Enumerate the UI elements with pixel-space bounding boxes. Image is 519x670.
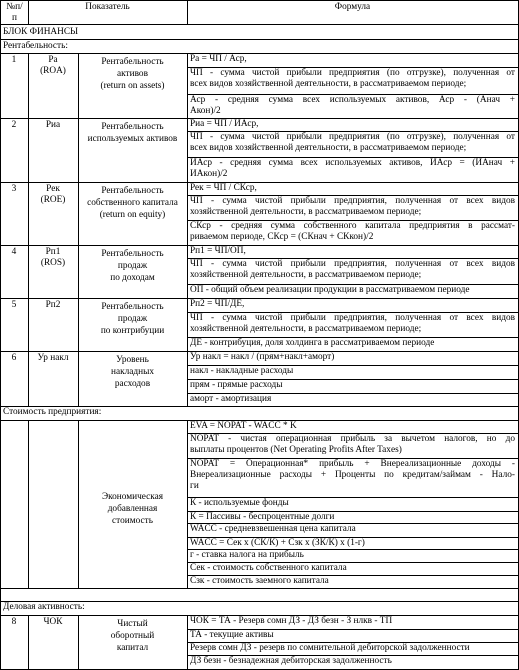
indicator-name: по контрибуции xyxy=(100,326,165,336)
indicator-code: (ROS) xyxy=(40,258,66,268)
grid-line-h xyxy=(0,351,519,352)
formula-line: ИАкон)/2 xyxy=(190,169,228,179)
indicator-name: Рентабельность xyxy=(101,302,164,312)
formula-line: NOPAT = Операционная* прибыль + Внереализационные доходы - xyxy=(190,459,515,469)
formula-line: всех видов хозяйственной деятельности, в рассматриваемом периоде; xyxy=(190,79,467,89)
indicator-name: продаж xyxy=(117,261,148,271)
indicator-name: Рентабельность xyxy=(101,249,164,259)
indicator-code: Ра xyxy=(48,55,58,65)
indicator-name: оборотный xyxy=(110,631,155,641)
formula-line: Рп1 = ЧП/ОП, xyxy=(190,246,246,256)
row-number: 2 xyxy=(11,120,17,130)
indicator-code: (ROA) xyxy=(40,66,66,76)
formula-line: хозяйственной деятельности, в рассматриваемом периоде; xyxy=(190,270,422,280)
row-number: 4 xyxy=(11,247,17,257)
row-number: 8 xyxy=(11,617,17,627)
indicator-name: по доходам xyxy=(110,273,155,283)
row-number: 1 xyxy=(11,55,17,65)
formula-line: хозяйственной деятельности, в рассматриваемом периоде; xyxy=(190,324,422,334)
formula-line: ДЗ безн - безнадежная дебиторская задолженность xyxy=(190,656,392,666)
formula-line: Рек = ЧП / СКср, xyxy=(190,183,257,193)
grid-line-v xyxy=(28,420,29,588)
indicator-code: (ROE) xyxy=(40,195,66,205)
formula-line: К = Пассивы - беспроцентные долги xyxy=(190,512,335,522)
grid-line-h xyxy=(0,182,519,183)
indicator-name: продаж xyxy=(117,314,148,324)
grid-line-h xyxy=(0,245,519,246)
grid-line-v xyxy=(187,298,188,351)
formula-line: ги xyxy=(190,481,199,491)
indicator-name: собственного капитала xyxy=(87,198,178,208)
indicator-name: накладных xyxy=(111,367,154,377)
grid-line-v xyxy=(0,0,1,24)
formula-line: Риа = ЧП / ИАср, xyxy=(190,119,259,129)
indicator-name: добавленная xyxy=(107,504,158,514)
formula-line: СКср - средняя сумма собственного капитала предприятия в рассмат- xyxy=(190,221,515,231)
header-formula: Формула xyxy=(334,2,371,12)
grid-line-v xyxy=(0,588,1,615)
formula-line: Сек - стоимость собственного капитала xyxy=(190,563,347,573)
formula-line: ЧП - сумма чистой прибыли предприятия, полученная от всех видов xyxy=(190,313,515,323)
formula-line: ЧП - сумма чистой прибыли предприятия, полученная от всех видов xyxy=(190,259,515,269)
indicator-name: стоимость xyxy=(112,516,153,526)
indicator-code: ЧОК xyxy=(43,617,63,627)
indicator-name: Рентабельность xyxy=(101,186,164,196)
indicator-name: (return on equity) xyxy=(99,210,166,220)
formula-line: ИАср - средняя сумма всех используемых активов, ИАср = (ИАнач + xyxy=(190,158,515,168)
section-enterprise-value: Стоимость предприятия: xyxy=(3,407,102,417)
formula-line: К - используемые фонды xyxy=(190,498,289,508)
grid-line-v xyxy=(28,0,29,24)
grid-line-h xyxy=(0,420,519,421)
formula-line: прям - прямые расходы xyxy=(190,380,283,390)
formula-line: всех видов хозяйственной деятельности, в рассматриваемом периоде; xyxy=(190,143,467,153)
grid-line-v xyxy=(0,406,1,420)
formula-line: Ра = ЧП / Аср, xyxy=(190,54,247,64)
header-num: п xyxy=(12,13,17,23)
indicator-code: Рп2 xyxy=(45,300,61,310)
formula-line: Аср - средняя сумма всех используемых активов, Аср - (Анач + xyxy=(190,95,515,105)
formula-line: хозяйственной деятельности, в рассматриваемом периоде; xyxy=(190,207,422,217)
row-number: 3 xyxy=(11,184,17,194)
indicator-code: Риа xyxy=(45,120,61,130)
grid-line-h xyxy=(0,588,519,589)
grid-line-h xyxy=(0,39,519,40)
indicator-name: Рентабельность xyxy=(101,122,164,132)
formula-line: выплаты процентов (Net Operating Profits After Taxes) xyxy=(190,445,402,455)
grid-line-v xyxy=(0,24,1,39)
formula-line: Резерв сомн ДЗ - резерв по сомнительной дебиторской задолженности xyxy=(190,643,470,653)
grid-line-v xyxy=(187,182,188,245)
formula-line: риваемом периоде, СКср = (СКнач + СКкон)/2 xyxy=(190,232,374,242)
grid-line-h xyxy=(0,298,519,299)
formula-line: Акон)/2 xyxy=(190,106,221,116)
formula-line: Сзк - стоимость заемного капитала xyxy=(190,576,329,586)
formula-line: WACC = Сек х (СК/К) + Сзк х (ЗК/К) х (1-г) xyxy=(190,538,365,548)
formula-line: ЧОК = ТА - Резерв сомн ДЗ - ДЗ безн - З нлкв - ТП xyxy=(190,616,393,626)
grid-line-v xyxy=(0,420,1,588)
grid-line-v xyxy=(187,118,188,182)
indicator-code: Рп1 xyxy=(45,247,61,257)
formula-line: EVA = NOPAT - WACC * K xyxy=(190,421,297,431)
grid-line-v xyxy=(187,245,188,298)
header-indicator: Показатель xyxy=(85,2,130,12)
formula-line: накл - накладные расходы xyxy=(190,366,294,376)
indicator-code: Рек xyxy=(46,184,60,194)
formula-line: ОП - общий объем реализации продукции в рассматриваемом периоде xyxy=(190,285,470,295)
formula-line: ДЕ - контрибуция, доля холдинга в рассматриваемом периоде xyxy=(190,338,435,348)
indicator-name: Уровень xyxy=(116,355,149,365)
header-num: №п/ xyxy=(6,2,23,12)
formula-line: ЧП - сумма чистой прибыли предприятия (по отгрузке), полученная от xyxy=(190,132,515,142)
indicator-name: Чистый xyxy=(117,619,148,629)
grid-line-v xyxy=(187,53,188,118)
grid-line-h xyxy=(0,615,519,616)
grid-line-h xyxy=(0,0,519,1)
indicator-name: расходов xyxy=(114,379,151,389)
section-business-activity: Деловая активность: xyxy=(3,602,85,612)
section-profitability: Рентабельность: xyxy=(3,41,68,51)
formula-line: Внереализационные расходы + Проценты по кредитам/займам - Нало- xyxy=(190,470,515,480)
indicator-name: (return on assets) xyxy=(100,81,165,91)
formula-line: Ур накл = накл / (прям+накл+аморт) xyxy=(190,352,335,362)
formula-line: ЧП - сумма чистой прибыли предприятия (по отгрузке), полученная от xyxy=(190,68,515,78)
grid-line-v xyxy=(0,39,1,53)
formula-line: ТА - текущие активы xyxy=(190,630,274,640)
grid-line-h xyxy=(0,601,519,602)
grid-line-h xyxy=(0,24,519,25)
indicator-name: Рентабельность xyxy=(101,57,164,67)
formula-line: аморт - амортизация xyxy=(190,394,272,404)
grid-line-h xyxy=(0,118,519,119)
indicator-name: Экономическая xyxy=(101,492,164,502)
formula-line: WACC - средневзвешенная цена капитала xyxy=(190,524,356,534)
formula-line: NOPAT - чистая операционная прибыль за вычетом налогов, но до xyxy=(190,434,515,444)
block-title: БЛОК ФИНАНСЫ xyxy=(3,27,79,37)
indicator-name: капитал xyxy=(116,643,149,653)
row-number: 6 xyxy=(11,353,17,363)
formula-line: Рп2 = ЧП/ДЕ, xyxy=(190,299,245,309)
formula-line: г - ставка налога на прибыль xyxy=(190,550,304,560)
formula-line: ЧП - сумма чистой прибыли предприятия, полученная от всех видов xyxy=(190,196,515,206)
grid-line-h xyxy=(0,53,519,54)
indicator-name: активов xyxy=(117,69,148,79)
indicator-name: используемых активов xyxy=(87,134,178,144)
grid-line-v xyxy=(187,0,188,24)
row-number: 5 xyxy=(11,300,17,310)
indicator-code: Ур накл xyxy=(37,353,69,363)
